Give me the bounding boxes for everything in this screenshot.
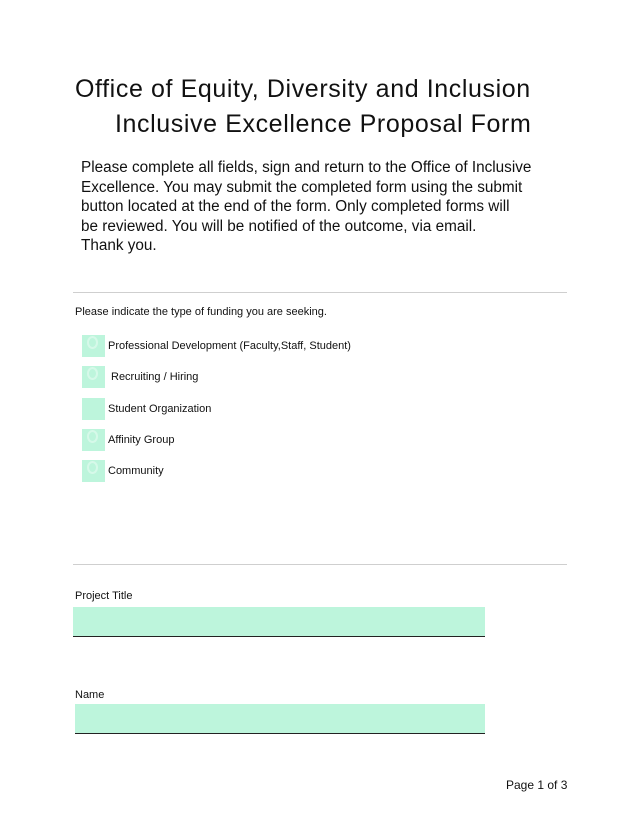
funding-option-label: Community	[108, 465, 164, 477]
radio-button-icon[interactable]	[82, 460, 105, 482]
radio-button-icon[interactable]	[82, 398, 105, 420]
project-title-label: Project Title	[75, 590, 133, 602]
section-divider	[73, 292, 567, 293]
funding-option-affinity-group[interactable]	[82, 429, 174, 451]
intro-line: be reviewed. You will be notified of the outcome, via email.	[81, 217, 477, 235]
funding-option-label: Student Organization	[108, 403, 212, 415]
radio-button-icon[interactable]	[82, 335, 105, 357]
funding-option-professional-development[interactable]	[82, 335, 351, 357]
project-title-input[interactable]	[73, 607, 485, 637]
intro-line: Please complete all fields, sign and return to the Office of Inclusive	[81, 159, 532, 176]
intro-line: Excellence. You may submit the completed form using the submit	[81, 178, 523, 196]
name-input[interactable]	[75, 704, 485, 734]
form-title-line-1: Office of Equity, Diversity and Inclusion	[75, 75, 531, 103]
intro-line: button located at the end of the form. Only completed forms will	[81, 198, 510, 216]
radio-button-icon[interactable]	[82, 429, 105, 451]
intro-line: Thank you.	[81, 237, 157, 255]
funding-option-label: Recruiting / Hiring	[111, 371, 199, 383]
form-title-line-2: Inclusive Excellence Proposal Form	[115, 110, 532, 138]
intro-paragraph	[81, 158, 541, 256]
section-divider	[73, 564, 567, 565]
name-label: Name	[75, 689, 105, 701]
funding-option-community[interactable]	[82, 460, 164, 482]
radio-button-icon[interactable]	[82, 366, 105, 388]
funding-option-recruiting-hiring[interactable]	[82, 366, 198, 388]
page-number: Page 1 of 3	[506, 778, 568, 792]
funding-question: Please indicate the type of funding you are seeking.	[75, 306, 327, 318]
funding-option-label: Professional Development (Faculty,Staff, Student)	[108, 340, 351, 352]
funding-option-label: Affinity Group	[108, 434, 175, 446]
funding-option-student-organization[interactable]	[82, 398, 211, 420]
